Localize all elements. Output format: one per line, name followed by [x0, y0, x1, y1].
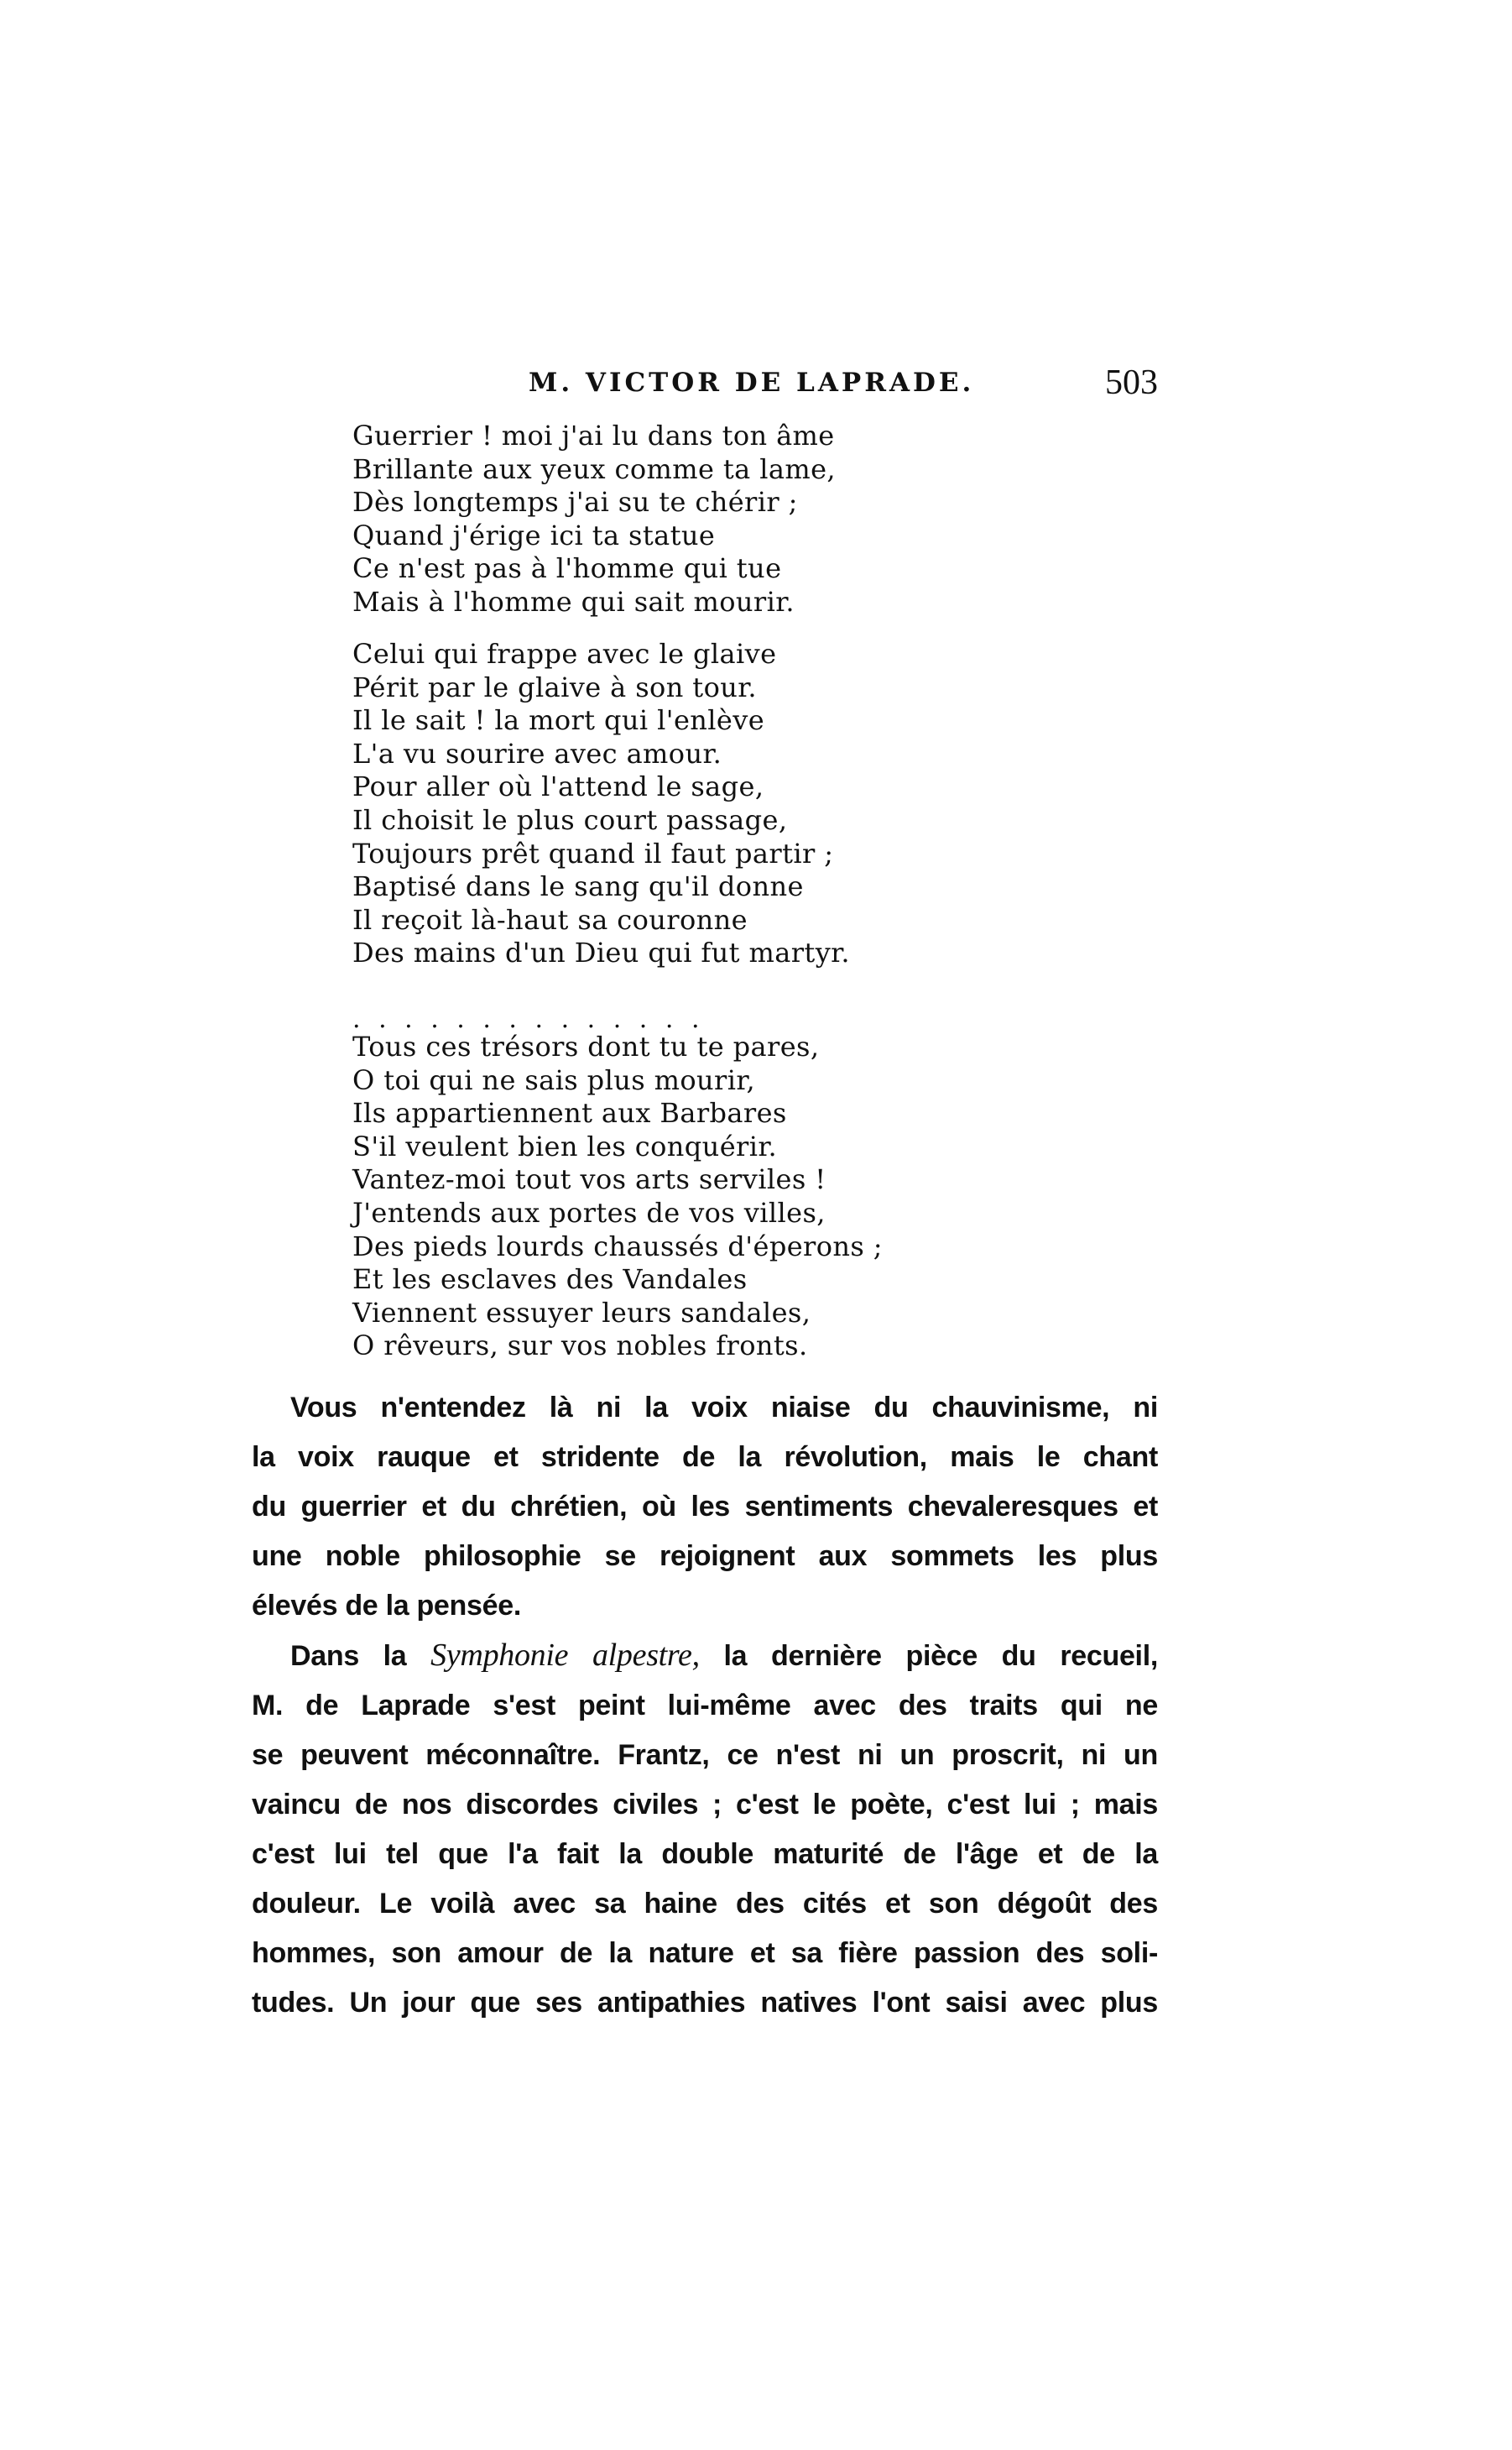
- prose-line: du guerrier et du chrétien, où les sentiments chevaleresques et: [252, 1491, 1158, 1523]
- prose-line: M. de Laprade s'est peint lui-même avec des traits qui ne: [252, 1690, 1158, 1721]
- omission-ellipsis: . . . . . . . . . . . . . .: [352, 1005, 705, 1034]
- verse-line: L'a vu sourire avec amour.: [352, 737, 722, 770]
- verse-line: Celui qui frappe avec le glaive: [352, 638, 777, 670]
- prose-line-first: [252, 1631, 1158, 1681]
- prose-line: douleur. Le voilà avec sa haine des cités et son dégoût des: [252, 1888, 1158, 1920]
- prose-paragraph-2: [252, 1631, 1158, 2028]
- prose-line: Vous n'entendez là ni la voix niaise du chauvinisme, ni: [290, 1392, 1158, 1424]
- page-number: 503: [1105, 363, 1158, 402]
- verse-line: Tous ces trésors dont tu te pares,: [352, 1031, 820, 1063]
- running-head: [252, 363, 1158, 410]
- prose-line: tudes. Un jour que ses antipathies natives l'ont saisi avec plus: [252, 1987, 1158, 2019]
- verse-line: O rêveurs, sur vos nobles fronts.: [352, 1329, 808, 1362]
- verse-line: Toujours prêt quand il faut partir ;: [352, 837, 834, 870]
- poem-stanza-2: [352, 638, 1007, 970]
- work-title-italic: Symphonie alpestre,: [430, 1638, 700, 1673]
- prose-line: vaincu de nos discordes civiles ; c'est le poète, c'est lui ; mais: [252, 1789, 1158, 1821]
- verse-line: S'il veulent bien les conquérir.: [352, 1130, 778, 1162]
- verse-line: Ce n'est pas à l'homme qui tue: [352, 552, 782, 585]
- prose-paragraph-1: [252, 1383, 1158, 1631]
- verse-line: Dès longtemps j'ai su te chérir ;: [352, 486, 798, 519]
- verse-line: Brillante aux yeux comme ta lame,: [352, 452, 836, 485]
- verse-line: Quand j'érige ici ta statue: [352, 519, 716, 551]
- prose-line: élevés de la pensée.: [252, 1590, 521, 1622]
- verse-line: Il choisit le plus court passage,: [352, 803, 788, 836]
- prose-line: une noble philosophie se rejoignent aux sommets les plus: [252, 1540, 1158, 1572]
- verse-line: O toi qui ne sais plus mourir,: [352, 1063, 756, 1096]
- verse-line: Périt par le glaive à son tour.: [352, 671, 757, 703]
- verse-line: Et les esclaves des Vandales: [352, 1263, 748, 1296]
- verse-line: Des pieds lourds chaussés d'éperons ;: [352, 1230, 883, 1262]
- prose-line: c'est lui tel que l'a fait la double maturité de l'âge et de la: [252, 1838, 1158, 1870]
- verse-line: Il le sait ! la mort qui l'enlève: [352, 704, 765, 737]
- verse-line: Ils appartiennent aux Barbares: [352, 1097, 787, 1130]
- verse-line: J'entends aux portes de vos villes,: [352, 1196, 826, 1229]
- verse-line: Vantez-moi tout vos arts serviles !: [352, 1163, 826, 1196]
- verse-line: Pour aller où l'attend le sage,: [352, 771, 764, 803]
- prose-line-start: Dans la: [290, 1640, 407, 1672]
- verse-line: Viennent essuyer leurs sandales,: [352, 1296, 811, 1329]
- running-title: M. VICTOR DE LAPRADE.: [529, 368, 975, 398]
- prose-line: hommes, son amour de la nature et sa fière passion des soli-: [252, 1937, 1158, 1969]
- verse-line: Guerrier ! moi j'ai lu dans ton âme: [352, 420, 835, 452]
- prose-line: se peuvent méconnaître. Frantz, ce n'est ni un proscrit, ni un: [252, 1739, 1158, 1771]
- verse-line: Mais à l'homme qui sait mourir.: [352, 585, 795, 618]
- verse-line: Il reçoit là-haut sa couronne: [352, 903, 748, 936]
- poem-stanza-1: [352, 420, 1007, 619]
- poem-stanza-3: [352, 1031, 1007, 1363]
- verse-line: Des mains d'un Dieu qui fut martyr.: [352, 937, 850, 969]
- prose-line-end: la dernière pièce du recueil,: [723, 1640, 1158, 1672]
- prose-line: la voix rauque et stridente de la révolution, mais le chant: [252, 1441, 1158, 1473]
- verse-line: Baptisé dans le sang qu'il donne: [352, 870, 804, 903]
